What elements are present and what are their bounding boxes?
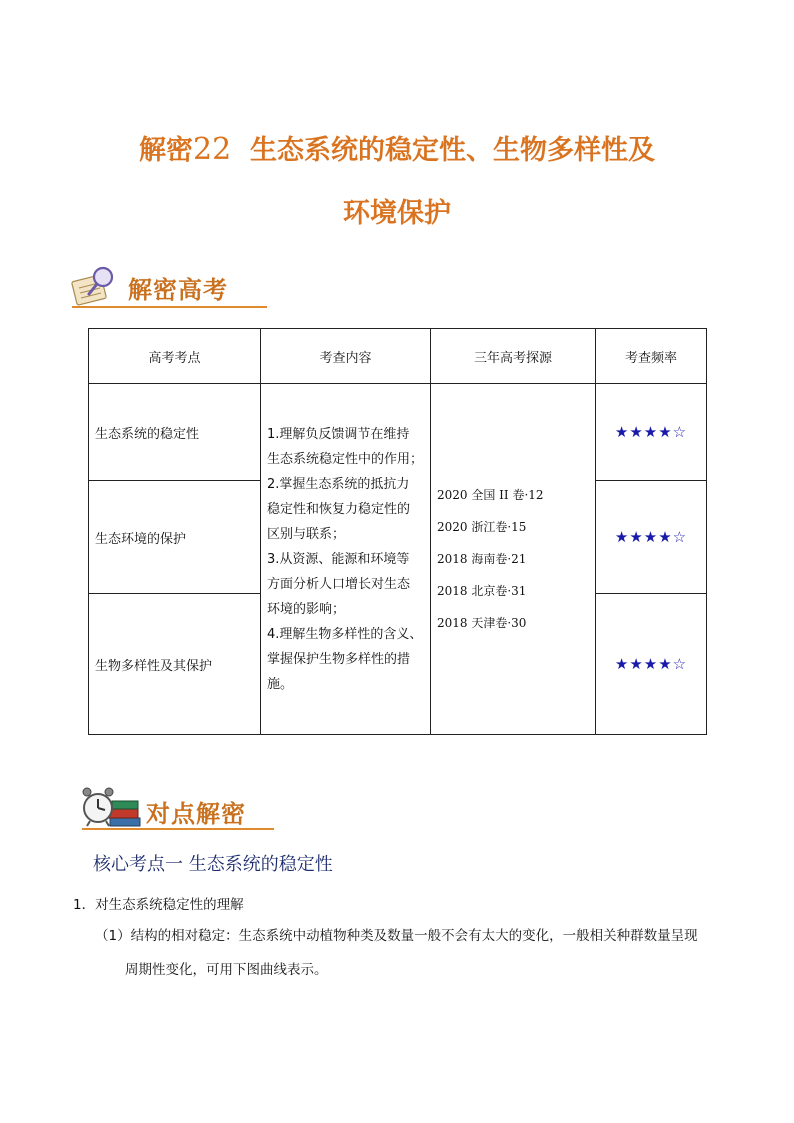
row-point: 生态环境的保护	[89, 481, 261, 594]
magnifier-notebook-icon	[70, 264, 120, 308]
section-exam-rule	[72, 306, 267, 308]
section-points-title: 对点解密	[146, 799, 246, 828]
header-frequency: 考查频率	[596, 329, 707, 384]
title-prefix: 解密	[139, 135, 193, 166]
document-title-line2: 环境保护	[343, 198, 451, 229]
content-cell	[261, 384, 431, 735]
content-line: 环境的影响；	[267, 601, 346, 617]
document-title-line1	[40, 132, 754, 167]
content-line: 区别与联系；	[267, 526, 346, 542]
core-point-heading: 核心考点一 生态系统的稳定性	[93, 854, 333, 875]
row-point: 生态系统的稳定性	[89, 384, 261, 481]
source-line: 2018 天津卷·30	[437, 616, 527, 630]
frequency-stars: ★★★★☆	[596, 384, 707, 481]
section-points-rule	[82, 828, 274, 830]
frequency-stars: ★★★★☆	[596, 481, 707, 594]
exam-table	[88, 328, 707, 735]
source-line: 2020 全国 II 卷·12	[437, 488, 544, 502]
title-main: 生态系统的稳定性、生物多样性及	[250, 135, 655, 166]
content-line: 掌握保护生物多样性的措	[267, 651, 411, 667]
content-line: 1.理解负反馈调节在维持	[267, 426, 410, 442]
source-line: 2018 海南卷·21	[437, 552, 527, 566]
section-exam-title: 解密高考	[128, 275, 228, 304]
item-1: 1．对生态系统稳定性的理解	[73, 897, 244, 913]
section-points-header	[80, 782, 280, 832]
header-content: 考查内容	[261, 329, 431, 384]
title-number: 22	[193, 132, 232, 167]
row-point: 生物多样性及其保护	[89, 594, 261, 735]
frequency-stars: ★★★★☆	[596, 594, 707, 735]
source-line: 2018 北京卷·31	[437, 584, 527, 598]
header-source: 三年高考探源	[431, 329, 596, 384]
content-line: 4.理解生物多样性的含义、	[267, 626, 423, 642]
content-line: 2.掌握生态系统的抵抗力	[267, 476, 410, 492]
alarm-clock-books-icon	[80, 782, 142, 830]
header-point: 高考考点	[89, 329, 261, 384]
content-line: 3.从资源、能源和环境等	[267, 551, 410, 567]
content-line: 施。	[267, 676, 294, 692]
content-line: 稳定性和恢复力稳定性的	[267, 501, 411, 517]
item-1-sub-1-line2: 周期性变化，可用下图曲线表示。	[125, 962, 328, 978]
source-line: 2020 浙江卷·15	[437, 520, 527, 534]
content-line: 生态系统稳定性中的作用；	[267, 451, 424, 467]
item-1-sub-1-line1: （1）结构的相对稳定：生态系统中动植物种类及数量一般不会有太大的变化，一般相关种群数量呈现	[95, 928, 698, 944]
table-header-row	[89, 329, 707, 384]
section-exam-header	[70, 262, 270, 312]
content-line: 方面分析人口增长对生态	[267, 576, 411, 592]
table-row	[89, 384, 707, 481]
source-cell	[431, 384, 596, 735]
